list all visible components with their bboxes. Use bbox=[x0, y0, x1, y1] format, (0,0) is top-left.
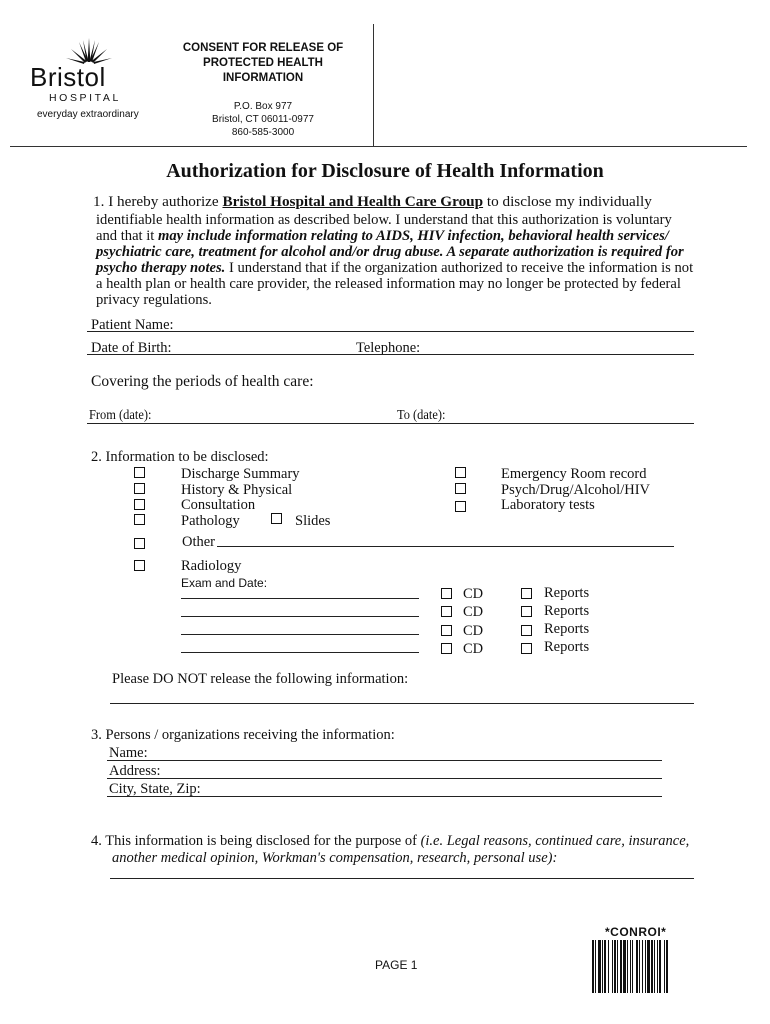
emergency-room-label: Emergency Room record bbox=[501, 466, 647, 482]
period-dates-field[interactable] bbox=[87, 423, 694, 424]
recipient-address-field[interactable] bbox=[107, 778, 662, 779]
laboratory-tests-label: Laboratory tests bbox=[501, 497, 595, 513]
history-physical-checkbox[interactable] bbox=[134, 483, 145, 494]
hospital-address bbox=[168, 100, 358, 139]
from-date-label: From (date): bbox=[89, 407, 152, 422]
reports-checkbox-2[interactable] bbox=[521, 606, 532, 617]
reports-label-1: Reports bbox=[544, 585, 590, 601]
cd-checkbox-3[interactable] bbox=[441, 625, 452, 636]
form-title: Authorization for Disclosure of Health Information bbox=[166, 160, 604, 182]
reports-checkbox-3[interactable] bbox=[521, 625, 532, 636]
consultation-label: Consultation bbox=[181, 497, 256, 513]
do-not-release-label: Please DO NOT release the following information: bbox=[112, 671, 409, 687]
section1-line2: identifiable health information as described below. I understand that this authorization is voluntary bbox=[96, 212, 672, 228]
reports-label-2: Reports bbox=[544, 603, 590, 619]
cd-checkbox-4[interactable] bbox=[441, 643, 452, 654]
psych-drug-label: Psych/Drug/Alcohol/HIV bbox=[501, 482, 651, 498]
hospital-logo bbox=[30, 36, 160, 126]
reports-checkbox-1[interactable] bbox=[521, 588, 532, 599]
pathology-label: Pathology bbox=[181, 513, 240, 529]
patient-name-field[interactable] bbox=[87, 331, 694, 332]
recipient-address-label: Address: bbox=[109, 763, 161, 779]
cd-label-2: CD bbox=[463, 604, 484, 620]
discharge-summary-checkbox[interactable] bbox=[134, 467, 145, 478]
consent-line-2: PROTECTED HEALTH bbox=[203, 57, 323, 69]
authorized-org: Bristol Hospital and Health Care Group bbox=[222, 193, 484, 210]
recipient-city-field[interactable] bbox=[107, 796, 662, 797]
reports-checkbox-4[interactable] bbox=[521, 643, 532, 654]
other-field[interactable] bbox=[217, 546, 674, 547]
cd-label-4: CD bbox=[463, 641, 484, 657]
section4-line1: 4. This information is being disclosed for the purpose of (i.e. Legal reasons, continued care, insurance, bbox=[91, 833, 690, 849]
logo-name: Bristol bbox=[30, 62, 106, 92]
purpose-field[interactable] bbox=[110, 878, 694, 879]
cd-checkbox-1[interactable] bbox=[441, 588, 452, 599]
exam-date-label: Exam and Date: bbox=[181, 576, 268, 590]
section1-line7: privacy regulations. bbox=[96, 292, 212, 308]
radiology-label: Radiology bbox=[181, 558, 242, 574]
recipient-city-label: City, State, Zip: bbox=[109, 781, 201, 797]
logo-tagline: everyday extraordinary bbox=[37, 109, 139, 120]
section2-heading: 2. Information to be disclosed: bbox=[91, 449, 269, 465]
section1-line3: and that it may include information relating to AIDS, HIV infection, behavioral health services/ bbox=[96, 228, 669, 244]
cd-label-3: CD bbox=[463, 623, 484, 639]
cd-checkbox-2[interactable] bbox=[441, 606, 452, 617]
periods-heading: Covering the periods of health care: bbox=[91, 373, 314, 390]
exam-date-field-4[interactable] bbox=[181, 652, 419, 653]
dob-label: Date of Birth: bbox=[91, 340, 172, 356]
exam-date-field-1[interactable] bbox=[181, 598, 419, 599]
exam-date-field-2[interactable] bbox=[181, 616, 419, 617]
section1-line5: psycho therapy notes. I understand that if the organization authorized to receive the information is not bbox=[96, 260, 694, 276]
patient-name-label: Patient Name: bbox=[91, 317, 174, 333]
recipient-name-label: Name: bbox=[109, 745, 148, 761]
recipient-name-field[interactable] bbox=[107, 760, 662, 761]
cd-label-1: CD bbox=[463, 586, 484, 602]
form-code: *CONROI* bbox=[605, 925, 667, 939]
do-not-release-field[interactable] bbox=[110, 703, 694, 704]
address-line-2: Bristol, CT 06011-0977 bbox=[212, 114, 314, 125]
slides-checkbox[interactable] bbox=[271, 513, 282, 524]
section1-line1: 1. I hereby authorize Bristol Hospital and Health Care Group to disclose my individually bbox=[93, 193, 652, 210]
slides-label: Slides bbox=[295, 513, 331, 529]
psych-drug-checkbox[interactable] bbox=[455, 483, 466, 494]
other-label: Other bbox=[182, 534, 216, 550]
reports-label-4: Reports bbox=[544, 639, 590, 655]
section4-line2: another medical opinion, Workman's compensation, research, personal use): bbox=[112, 850, 558, 866]
radiology-checkbox[interactable] bbox=[134, 560, 145, 571]
barcode-icon bbox=[592, 940, 700, 993]
other-checkbox[interactable] bbox=[134, 538, 145, 549]
consent-line-1: CONSENT FOR RELEASE OF bbox=[182, 42, 344, 54]
consultation-checkbox[interactable] bbox=[134, 499, 145, 510]
laboratory-tests-checkbox[interactable] bbox=[455, 501, 466, 512]
telephone-label: Telephone: bbox=[356, 340, 421, 356]
consent-heading bbox=[168, 41, 358, 86]
discharge-summary-label: Discharge Summary bbox=[181, 466, 300, 482]
exam-date-field-3[interactable] bbox=[181, 634, 419, 635]
to-date-label: To (date): bbox=[397, 407, 446, 422]
section1-line6: a health plan or health care provider, the released information may no longer be protected by federal bbox=[96, 276, 681, 292]
consent-line-3: INFORMATION bbox=[222, 72, 304, 84]
section1-line4: psychiatric care, treatment for alcohol and/or drug abuse. A separate authorization is required for bbox=[96, 244, 684, 260]
header-divider-horizontal bbox=[10, 146, 747, 147]
address-line-1: P.O. Box 977 bbox=[233, 101, 293, 112]
section3-heading: 3. Persons / organizations receiving the information: bbox=[91, 727, 395, 743]
emergency-room-checkbox[interactable] bbox=[455, 467, 466, 478]
logo-subname: HOSPITAL bbox=[49, 92, 121, 104]
header-divider-vertical bbox=[373, 24, 374, 146]
pathology-checkbox[interactable] bbox=[134, 514, 145, 525]
history-physical-label: History & Physical bbox=[181, 482, 293, 498]
reports-label-3: Reports bbox=[544, 621, 590, 637]
dob-telephone-field[interactable] bbox=[87, 354, 694, 355]
page-number: PAGE 1 bbox=[375, 958, 418, 972]
address-line-3: 860-585-3000 bbox=[231, 127, 295, 138]
